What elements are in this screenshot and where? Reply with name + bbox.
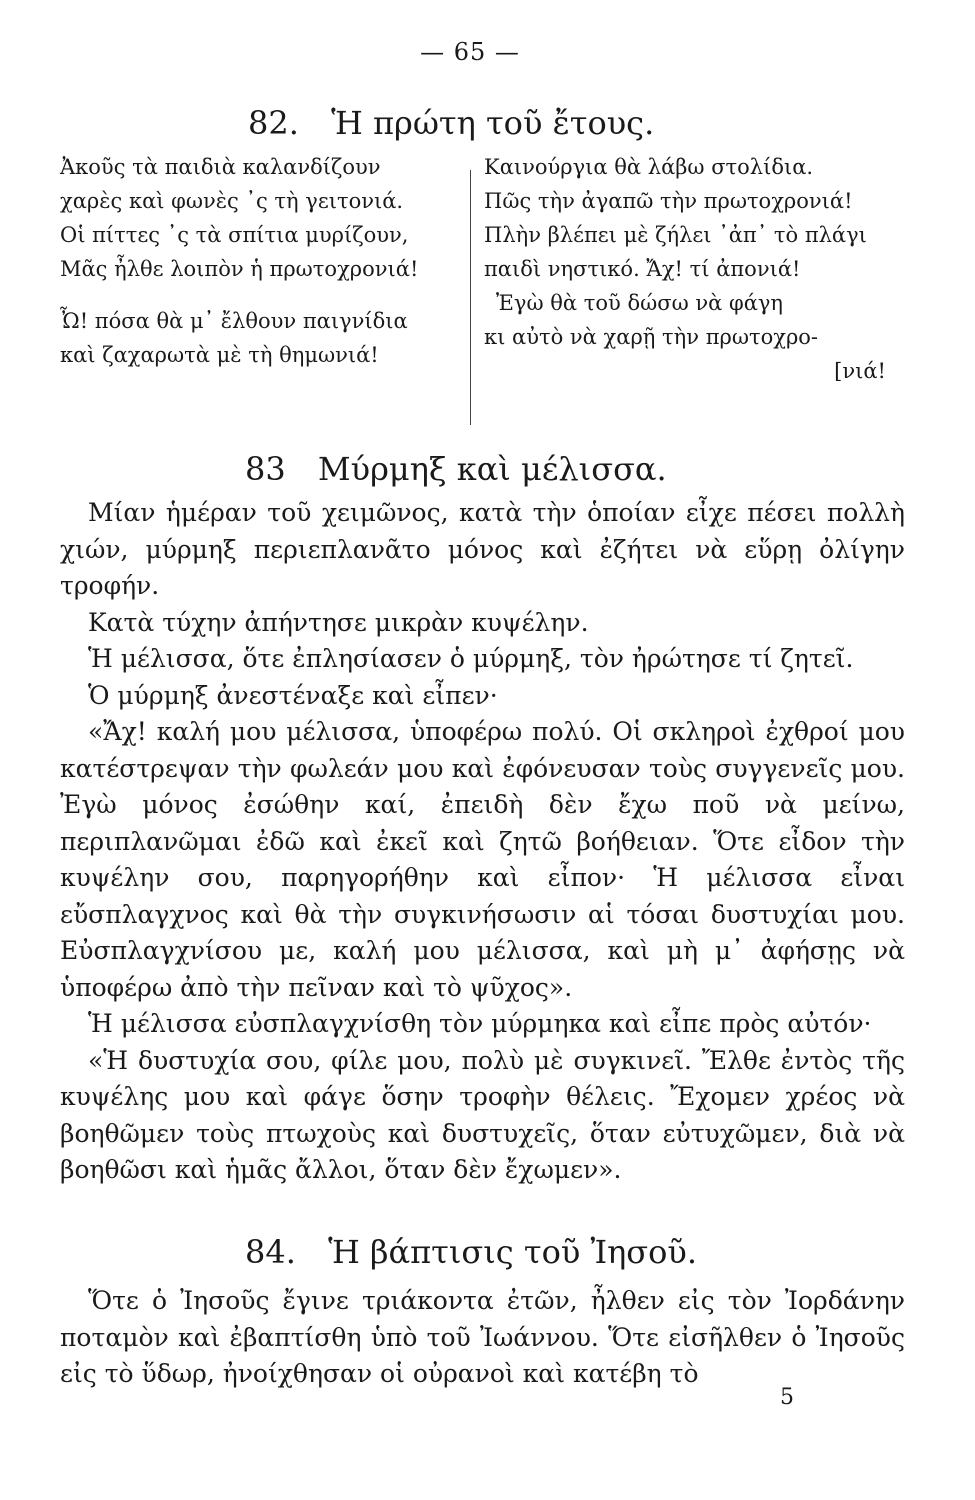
paragraph: Κατὰ τύχην ἀπήντησε μικρὰν κυψέλην.: [88, 607, 589, 637]
poem-column-divider: [470, 170, 471, 425]
section-82-title: Ἡ πρώτη τοῦ ἔτους.: [331, 104, 655, 142]
poem-line: Μᾶς ἦλθε λοιπὸν ἡ πρωτοχρονιά!: [60, 257, 419, 281]
stanza-gap: [60, 286, 460, 304]
poem-line: παιδὶ νηστικό. Ἄχ! τί ἀπονιά!: [484, 257, 801, 281]
section-82-heading: [248, 104, 654, 142]
paragraph: «Ἄχ! καλή μου μέλισσα, ὑποφέρω πολύ. Οἱ σκληροὶ ἐχθροί μου κατέστρεψαν τὴν φωλεάν μου καὶ ἐφόνευσαν τοὺς συγγενεῖς μου. Ἐγὼ μόνος ἐσώθην καί, ἐπειδὴ δὲν ἔχω ποῦ νὰ μείνω, περιπλανῶμαι ἐδῶ καὶ ἐκεῖ καὶ ζητῶ βοήθειαν. Ὅτε εἶδον τὴν κυψέλην σου, παρηγορήθην καὶ εἶπον· Ἡ μέλισσα εἶναι εὔσπλαγχνος καὶ θὰ τὴν συγκινήσωσιν αἱ τόσαι δυστυχίαι μου. Εὐσπλαγχνίσου με, καλή μου μέλισσα, καὶ μὴ μ᾽ ἀφήσῃς νὰ ὑποφέρω ἀπὸ τὴν πεῖναν καὶ τὸ ψῦχος».: [60, 717, 905, 1002]
poem-left-column: [60, 150, 460, 372]
paragraph: «Ἡ δυστυχία σου, φίλε μου, πολὺ μὲ συγκινεῖ. Ἔλθε ἐντὸς τῆς κυψέλης μου καὶ φάγε ὅσην τροφὴν θέλεις. Ἔχομεν χρέος νὰ βοηθῶμεν τοὺς πτωχοὺς καὶ δυστυχεῖς, ὅταν εὐτυχῶμεν, διὰ νὰ βοηθῶσι καὶ ἡμᾶς ἄλλοι, ὅταν δὲν ἔχωμεν».: [60, 1045, 905, 1184]
page-number: — 65 —: [420, 38, 520, 66]
section-83-number: 83: [245, 450, 286, 488]
paragraph: Ἡ μέλισσα, ὅτε ἐπλησίασεν ὁ μύρμηξ, τὸν ἠρώτησε τί ζητεῖ.: [88, 644, 854, 673]
section-83-heading: [245, 450, 667, 488]
paragraph: Ὅτε ὁ Ἰησοῦς ἔγινε τριάκοντα ἐτῶν, ἦλθεν εἰς τὸν Ἰορδάνην ποταμὸν καὶ ἐβαπτίσθη ὑπὸ τοῦ Ἰωάννου. Ὅτε εἰσῆλθεν ὁ Ἰησοῦς εἰς τὸ ὕδωρ, ἠνοίχθησαν οἱ οὐρανοὶ καὶ κατέβη τὸ: [60, 1286, 905, 1388]
section-84-title: Ἡ βάπτισις τοῦ Ἰησοῦ.: [328, 1233, 698, 1271]
section-84-number: 84.: [245, 1233, 296, 1271]
poem-right-column: [484, 150, 894, 388]
paragraph: Ἡ μέλισσα εὐσπλαγχνίσθη τὸν μύρμηκα καὶ εἶπε πρὸς αὐτόν·: [88, 1009, 872, 1038]
poem-line: Πλὴν βλέπει μὲ ζήλει ᾽ἀπ᾽ τὸ πλάγι: [484, 223, 867, 247]
section-82-number: 82.: [248, 104, 299, 142]
poem-line: κι αὐτὸ νὰ χαρῇ τὴν πρωτοχρο-: [484, 325, 819, 349]
poem-line: χαρὲς καὶ φωνὲς ᾽ς τὴ γειτονιά.: [60, 189, 404, 213]
paragraph: Μίαν ἡμέραν τοῦ χειμῶνος, κατὰ τὴν ὁποίαν εἶχε πέσει πολλὴ χιών, μύρμηξ περιεπλανᾶτο μόνος καὶ ἐζήτει νὰ εὕρῃ ὀλίγην τροφήν.: [60, 498, 905, 600]
poem-line: Οἱ πίττες ᾽ς τὰ σπίτια μυρίζουν,: [60, 223, 409, 247]
section-83-body: [60, 495, 905, 1189]
paragraph: Ὁ μύρμηξ ἀνεστέναξε καὶ εἶπεν·: [88, 680, 498, 710]
section-83-title: Μύρμηξ καὶ μέλισσα.: [317, 450, 667, 488]
poem-line: Ἀκοῦς τὰ παιδιὰ καλανδίζουν: [60, 155, 381, 179]
poem-line: Καινούργια θὰ λάβω στολίδια.: [484, 155, 814, 179]
signature-mark: 5: [780, 1385, 794, 1410]
section-84-heading: [245, 1233, 697, 1271]
poem-line-tail: [νιά!: [834, 359, 886, 383]
poem-line: Πῶς τὴν ἀγαπῶ τὴν πρωτοχρονιά!: [484, 189, 853, 213]
section-84-body: [60, 1283, 905, 1393]
poem-line: καὶ ζαχαρωτὰ μὲ τὴ θημωνιά!: [60, 343, 379, 367]
poem-line: Ἐγὼ θὰ τοῦ δώσω νὰ φάγη: [496, 291, 784, 315]
poem-line: Ὦ! πόσα θὰ μ᾽ ἔλθουν παιγνίδια: [60, 309, 408, 333]
